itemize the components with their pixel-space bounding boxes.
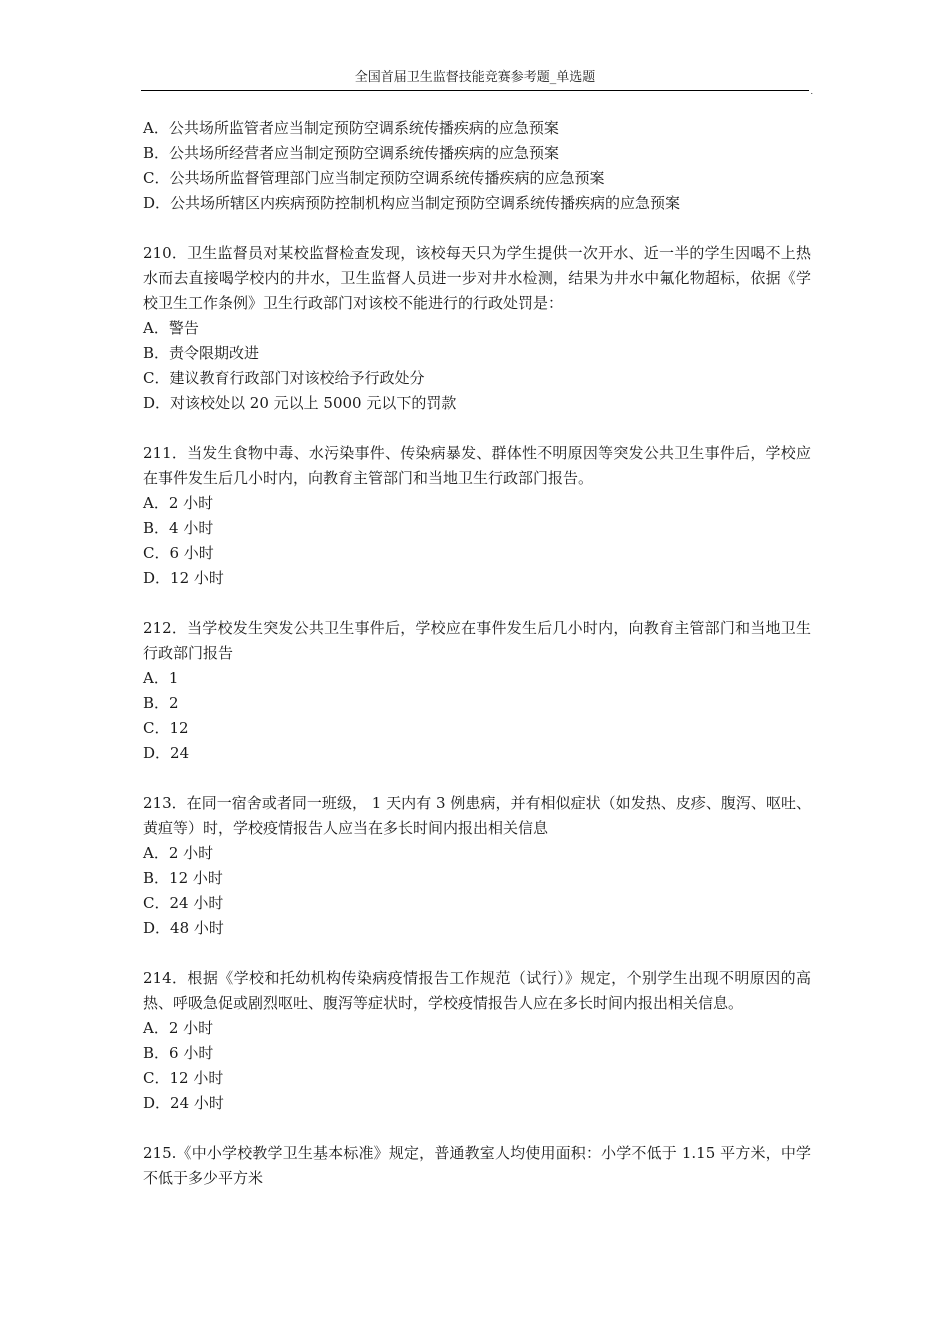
option-b: B．12 小时 (143, 869, 223, 887)
question-text: 212．当学校发生突发公共卫生事件后，学校应在事件发生后几小时内，向教育主管部门和当地卫生行政部门报告 (143, 619, 811, 662)
question-text: 215.《中小学校教学卫生基本标准》规定，普通教室人均使用面积：小学不低于 1.15 平方米，中学不低于多少平方米 (143, 1144, 811, 1187)
question-212 (143, 616, 811, 766)
option-b: B．4 小时 (143, 519, 214, 537)
option-d: D．48 小时 (143, 919, 224, 937)
leading-options-block (143, 116, 811, 216)
option-a: A．2 小时 (143, 844, 214, 862)
question-215 (143, 1141, 811, 1191)
option-c: C．6 小时 (143, 544, 214, 562)
option-d: D．公共场所辖区内疾病预防控制机构应当制定预防空调系统传播疾病的应急预案 (143, 194, 681, 212)
option-a: A．警告 (143, 319, 199, 337)
question-text: 214．根据《学校和托幼机构传染病疫情报告工作规范（试行）》规定，个别学生出现不明原因的高热、呼吸急促或剧烈呕吐、腹泻等症状时，学校疫情报告人应在多长时间内报出相关信息。 (143, 969, 811, 1012)
page-header (141, 66, 813, 96)
question-214 (143, 966, 811, 1116)
question-210 (143, 241, 811, 416)
option-a: A．公共场所监管者应当制定预防空调系统传播疾病的应急预案 (143, 119, 559, 137)
question-211 (143, 441, 811, 591)
option-c: C．公共场所监督管理部门应当制定预防空调系统传播疾病的应急预案 (143, 169, 605, 187)
option-d: D．12 小时 (143, 569, 224, 587)
question-text: 211．当发生食物中毒、水污染事件、传染病暴发、群体性不明原因等突发公共卫生事件后，学校应在事件发生后几小时内，向教育主管部门和当地卫生行政部门报告。 (143, 444, 811, 487)
option-a: A．2 小时 (143, 1019, 214, 1037)
header-dot: . (810, 87, 813, 96)
option-c: C．建议教育行政部门对该校给予行政处分 (143, 369, 425, 387)
question-text: 210．卫生监督员对某校监督检查发现，该校每天只为学生提供一次开水、近一半的学生因喝不上热水而去直接喝学校内的井水，卫生监督人员进一步对井水检测，结果为井水中氟化物超标，依据《学校卫生工作条例》卫生行政部门对该校不能进行的行政处罚是： (143, 244, 811, 312)
option-b: B．责令限期改进 (143, 344, 260, 362)
question-content (143, 116, 811, 1216)
question-213 (143, 791, 811, 941)
option-c: C．12 (143, 719, 189, 737)
header-title: 全国首届卫生监督技能竞赛参考题_单选题 (354, 70, 596, 85)
option-b: B．6 小时 (143, 1044, 214, 1062)
question-text: 213．在同一宿舍或者同一班级， 1 天内有 3 例患病，并有相似症状（如发热、皮疹、腹泻、呕吐、黄疸等）时，学校疫情报告人应当在多长时间内报出相关信息 (143, 794, 811, 837)
option-c: C．12 小时 (143, 1069, 224, 1087)
option-b: B．2 (143, 694, 179, 712)
option-a: A．1 (143, 669, 179, 687)
option-b: B．公共场所经营者应当制定预防空调系统传播疾病的应急预案 (143, 144, 560, 162)
option-d: D．24 小时 (143, 1094, 224, 1112)
option-d: D．对该校处以 20 元以上 5000 元以下的罚款 (143, 394, 457, 412)
option-d: D．24 (143, 744, 190, 762)
option-c: C．24 小时 (143, 894, 224, 912)
option-a: A．2 小时 (143, 494, 214, 512)
